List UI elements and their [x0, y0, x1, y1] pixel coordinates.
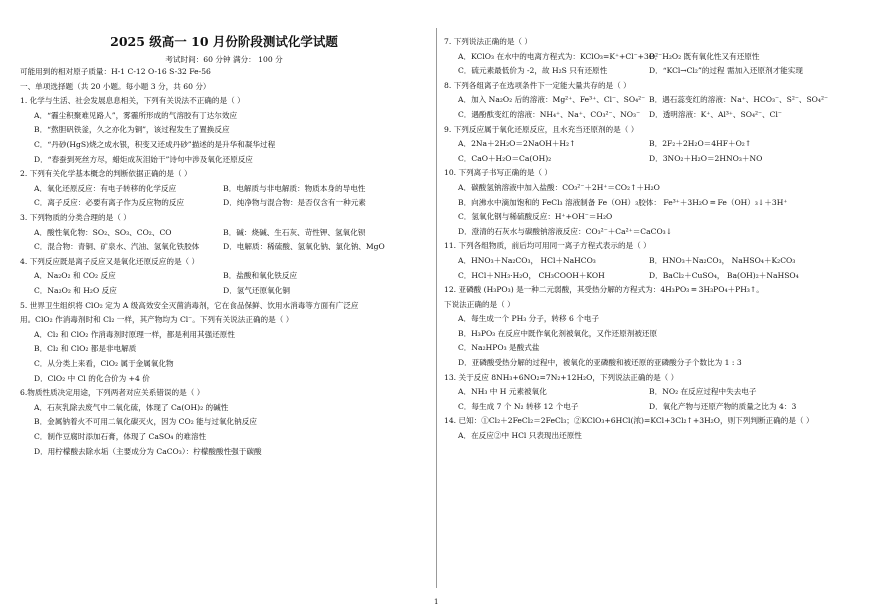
answer-option: B．碱：烧碱、生石灰、苛性钾、氢氧化钡 [223, 227, 366, 237]
answer-option-row [458, 272, 856, 280]
answer-option: A．HNO₃＋Na₂CO₃， HCl＋NaHCO₃ [458, 255, 596, 265]
answer-option: C．“丹砂(HgS)烧之成水银，积变又还成丹砂”描述的是升华和凝华过程 [34, 140, 276, 150]
answer-option: D．3NO₂＋H₂O＝2HNO₃＋NO [649, 153, 763, 163]
answer-option: B．遇石蕊变红的溶液：Na⁺、HCO₃⁻、S²⁻、SO₄²⁻ [649, 95, 828, 105]
answer-option: C．硫元素最低价为 -2，故 H₂S 只有还原性 [458, 66, 608, 76]
answer-option: A．Cl₂ 和 ClO₂ 作消毒剂时原理一样，都是利用其强还原性 [34, 329, 235, 339]
answer-option: D．氢气还原氧化铜 [223, 286, 290, 295]
exam-title: 2025 级高一 10 月份阶段测试化学试题 [110, 34, 338, 49]
question-stem: 4. 下列反应既是离子反应又是氧化还原反应的是（ ） [20, 256, 200, 266]
answer-option: B．盐酸和氧化铁反应 [223, 271, 298, 281]
answer-option: B．金属钠着火不可用二氧化碳灭火，因为 CO₂ 能与过氧化钠反应 [34, 417, 257, 427]
answer-option-row [458, 96, 856, 104]
answer-option: C．Na₂HPO₃ 是酸式盐 [458, 343, 540, 353]
answer-option: D．电解质：稀硫酸、氢氧化钠、氯化钠、MgO [223, 242, 385, 252]
answer-option-row [34, 243, 428, 251]
answer-option: B．电解质与非电解质：物质本身的导电性 [223, 183, 366, 193]
answer-option: C．CaO＋H₂O＝Ca(OH)₂ [458, 153, 552, 163]
answer-option-row [458, 403, 856, 411]
left-column [20, 36, 428, 462]
answer-option: D．BaCl₂＋CuSO₄， Ba(OH)₂＋NaHSO₄ [649, 270, 799, 280]
question-stem: 14. 已知：①Cl₂＋2FeCl₂＝2FeCl₃；②KClO₃+6HCl(浓)=KCl+3Cl₂↑+3H₂O，则下列判断正确的是（ ） [444, 416, 814, 426]
answer-option: D．ClO₂ 中 Cl 的化合价为 +4 价 [34, 373, 150, 383]
answer-option-row [34, 287, 428, 295]
question-stem: 5. 世界卫生组织将 ClO₂ 定为 A 级高效安全灭菌消毒剂，它在食品保鲜、饮用水消毒等方面有广泛应 [20, 300, 359, 310]
answer-option-row [34, 229, 428, 237]
answer-option-row [34, 185, 428, 193]
answer-option: C．从分类上来看，ClO₂ 属于金属氧化物 [34, 358, 174, 368]
answer-option: A．2Na＋2H₂O＝2NaOH＋H₂↑ [458, 139, 576, 149]
answer-option: A．加入 Na₂O₂ 后的溶液：Mg²⁺、Fe³⁺、Cl⁻、SO₄²⁻ [458, 95, 646, 105]
question-stem: 10. 下列离子书写正确的是（ ） [444, 168, 553, 178]
question-stem: 3. 下列物质的分类合理的是（ ） [20, 213, 131, 223]
answer-option: A．酸性氧化物：SO₂、SO₃、CO₂、CO [34, 227, 172, 237]
question-stem: 12. 亚磷酸 (H₃PO₃) 是一种二元弱酸，其受热分解的方程式为：4H₃PO₃ ═ 3H₃PO₄＋PH₃↑。 [444, 285, 764, 295]
answer-option: D．亚磷酸受热分解的过程中，被氧化的亚磷酸和被还原的亚磷酸分子个数比为 1 : 3 [458, 358, 742, 368]
question-stem: 1. 化学与生活、社会发展息息相关，下列有关说法不正确的是（ ） [20, 96, 245, 106]
answer-option: A．Na₂O₂ 和 CO₂ 反应 [34, 271, 116, 281]
answer-option: B．Cl₂ 和 ClO₂ 都是非电解质 [34, 344, 137, 354]
answer-option: C．HCl＋NH₃·H₂O， CH₃COOH＋KOH [458, 270, 605, 280]
answer-option: A．“霾尘积聚难见路人”，雾霾所形成的气溶胶有丁达尔效应 [34, 110, 238, 120]
answer-option: A．每生成一个 PH₃ 分子，转移 6 个电子 [458, 314, 600, 324]
answer-option: D．氧化产物与还原产物的质量之比为 4：3 [649, 401, 797, 411]
answer-option: C．遇酚酞变红的溶液：NH₄⁺、Na⁺、CO₃²⁻、NO₃⁻ [458, 109, 641, 119]
column-divider [436, 28, 437, 588]
answer-option: B．“熬胆矾铁釜，久之亦化为铜”，该过程发生了置换反应 [34, 125, 230, 135]
answer-option: D．澄清的石灰水与碳酸钠溶液反应：CO₃²⁻＋Ca²⁺＝CaCO₃↓ [458, 226, 673, 236]
question-stem: 11. 下列各组物质，前后均可用同一离子方程式表示的是（ ） [444, 241, 651, 251]
answer-option: A．碳酸氢钠溶液中加入盐酸：CO₃²⁻＋2H⁺＝CO₂↑＋H₂O [458, 182, 660, 192]
answer-option: A．在反应②中 HCl 只表现出还原性 [458, 431, 582, 441]
answer-option: C．每生成 7 个 N₂ 转移 12 个电子 [458, 401, 579, 411]
answer-option: B．向沸水中滴加饱和的 FeCl₃ 溶液制备 Fe（OH）₃胶体： Fe³⁺＋3H₂O ═ Fe（OH）₃↓＋3H⁺ [458, 197, 788, 207]
section-heading: 一、单项选择题（共 20 小题。每小题 3 分，共 60 分） [20, 81, 211, 91]
question-stem: 8. 下列各组离子在选项条件下一定能大量共存的是（ ） [444, 80, 631, 90]
question-stem-cont: 用。ClO₂ 作消毒剂时和 Cl₂ 一样，其产物均为 Cl⁻。下列有关说法正确的是（ ） [20, 315, 294, 325]
exam-meta: 考试时间：60 分钟 满分： 100 分 [165, 54, 283, 64]
page-number: 1 [434, 598, 439, 606]
answer-option-row [458, 111, 856, 119]
answer-option: A．氧化还原反应：有电子转移的化学反应 [34, 183, 177, 193]
answer-option: C．氢氧化钢与稀硫酸反应：H⁺+OH⁻＝H₂O [458, 212, 613, 222]
answer-option: A．石灰乳除去废气中二氧化硫，体现了 Ca(OH)₂ 的碱性 [34, 402, 229, 412]
answer-option: A．KClO₃ 在水中的电离方程式为：KClO₃=K⁺+Cl⁻+3O²⁻ [458, 51, 663, 61]
answer-option-row [34, 199, 428, 207]
answer-option: B．2F₂＋2H₂O＝4HF＋O₂↑ [649, 139, 752, 149]
answer-option: B．H₃PO₃ 在反应中既作氧化剂被氧化，又作还原剂被还原 [458, 328, 658, 338]
answer-option: D．透明溶液：K⁺、Al³⁺、SO₄²⁻、Cl⁻ [649, 109, 782, 119]
answer-option: D．纯净物与混合物：是否仅含有一种元素 [223, 198, 366, 208]
answer-option: C．Na₂O₂ 和 H₂O 反应 [34, 286, 117, 295]
question-stem: 9. 下列反应属于氧化还原反应，且水充当还原剂的是（ ） [444, 124, 639, 134]
answer-option: A．NH₃ 中 H 元素被氧化 [458, 387, 547, 397]
answer-option: D．“KCl→Cl₂”的过程 需加入还原剂才能实现 [649, 66, 803, 76]
answer-option: B．HNO₃＋Na₂CO₃， NaHSO₄＋K₂CO₃ [649, 255, 796, 265]
answer-option-row [458, 140, 856, 148]
answer-option-row [458, 257, 856, 265]
answer-option-row [458, 388, 856, 396]
answer-option: D．用柠檬酸去除水垢（主要成分为 CaCO₃）：柠檬酸酸性强于碳酸 [34, 446, 262, 456]
right-column [444, 38, 856, 447]
answer-option: B．NO₂ 在反应过程中失去电子 [649, 387, 757, 397]
answer-option-row [34, 272, 428, 280]
atomic-masses: 可能用到的相对原子质量：H-1 C-12 O-16 S-32 Fe-56 [20, 67, 211, 77]
answer-option: C．离子反应：必要有离子作为反应物的反应 [34, 198, 185, 208]
answer-option: C．制作豆腐时添加石膏，体现了 CaSO₄ 的难溶性 [34, 431, 207, 441]
answer-option-row [458, 67, 856, 75]
question-stem: 7. 下列说法正确的是（ ） [444, 37, 533, 46]
answer-option: B．H₂O₂ 既有氧化性又有还原性 [649, 51, 760, 61]
answer-option: C．混合物：青铜、矿泉水、汽油、氢氧化铁胶体 [34, 242, 200, 252]
answer-option-row [458, 155, 856, 163]
question-stem: 2. 下列有关化学基本概念的判断依据正确的是（ ） [20, 169, 192, 179]
question-stem: 13. 关于反应 8NH₃+6NO₂=7N₂+12H₂O，下列说法正确的是（ ） [444, 372, 679, 382]
question-stem-cont: 下说法正确的是（ ） [444, 299, 515, 309]
question-stem: 6.物质性质决定用途，下列两者对应关系错误的是（ ） [20, 388, 205, 398]
answer-option-row [458, 53, 856, 61]
answer-option: D．“春蚕到死丝方尽，蜡炬成灰泪始干”诗句中涉及氧化还原反应 [34, 154, 253, 164]
